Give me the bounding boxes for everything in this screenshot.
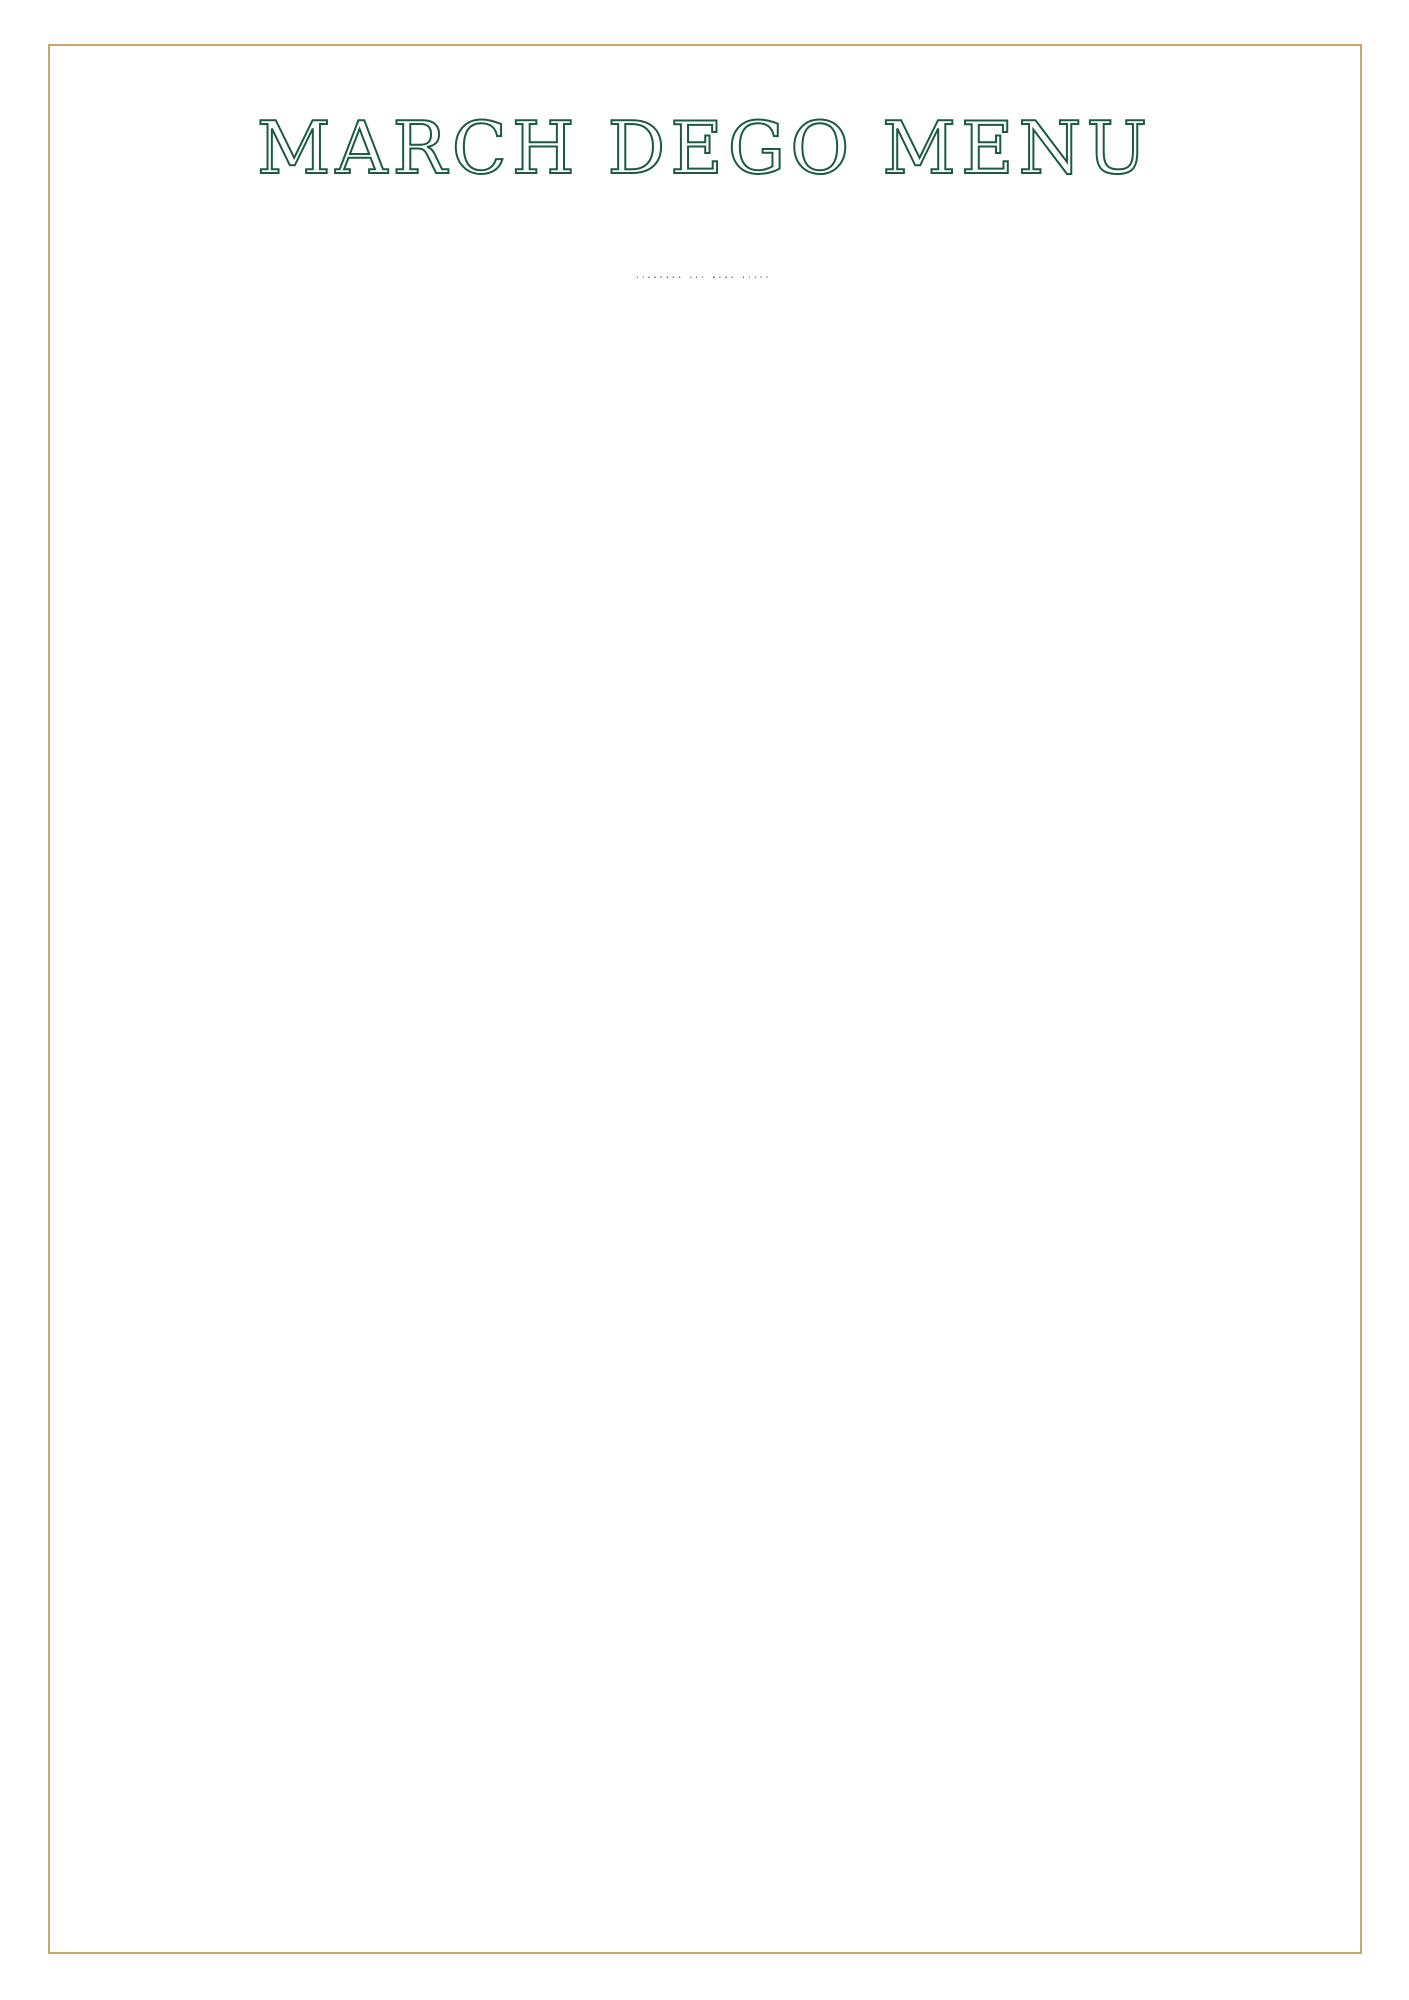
- course-5-pairing-line: [0, 1768, 1409, 1813]
- course-3-dish: [0, 1245, 1409, 1291]
- course-1-dish-line: [0, 635, 1409, 681]
- course-4-dish: [0, 1388, 1409, 1480]
- course-4-pairing-line: [0, 1533, 1409, 1578]
- course-1-pairing-line: [0, 770, 1409, 815]
- course-2-dish: [0, 948, 1409, 994]
- course-4-dish-line: [0, 1388, 1409, 1434]
- menu-title: MARCH DEGO MENU: [256, 106, 1153, 190]
- set-menu-label: STANDARD SET MENU $79PP: [636, 277, 773, 279]
- course-5-pairing-line: [0, 1813, 1409, 1858]
- course-2-pairing: [0, 1038, 1409, 1173]
- course-5-dish-line: [0, 1673, 1409, 1719]
- course-2-pairing-line: [0, 1038, 1409, 1083]
- course-5-dish: [0, 1673, 1409, 1719]
- course-1-dish-line: [0, 589, 1409, 635]
- course-4-pairing: [0, 1533, 1409, 1578]
- beverage-option: [0, 298, 1409, 338]
- course-2-dish-line: [0, 948, 1409, 994]
- course-5-pairing: [0, 1768, 1409, 1858]
- oyster-addon: [0, 455, 1409, 495]
- course-1-dish-line: [0, 681, 1409, 727]
- course-1-dish: [0, 589, 1409, 727]
- course-2-pairing-line: [0, 1128, 1409, 1173]
- course-1-pairing-line: [0, 815, 1409, 860]
- course-2-pairing-line: [0, 1083, 1409, 1128]
- course-4-dish-line: [0, 1434, 1409, 1480]
- course-1-pairing: [0, 770, 1409, 860]
- course-3-dish-line: [0, 1245, 1409, 1291]
